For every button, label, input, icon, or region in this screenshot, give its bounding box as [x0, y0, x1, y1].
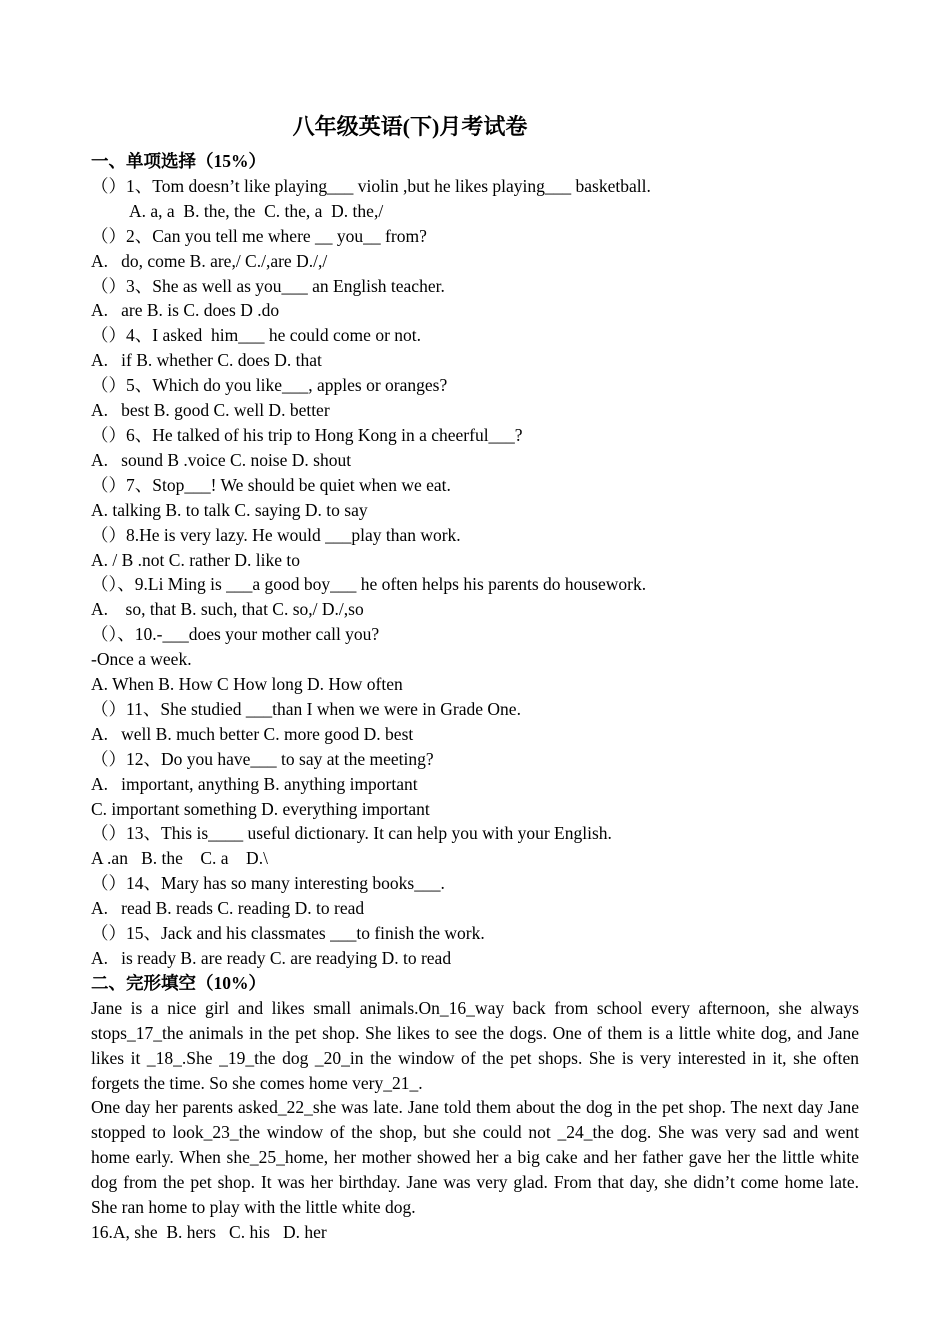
question-4: （）4、I asked him___ he could come or not. [91, 325, 422, 346]
question-15-options: A. is ready B. are ready C. are readying D. to read [91, 948, 452, 968]
question-5: （）5、Which do you like___, apples or oranges? [91, 375, 448, 396]
question-3: （）3、She as well as you___ an English teacher. [91, 275, 445, 296]
question-9-options: A. so, that B. such, that C. so,/ D./,so [91, 599, 364, 620]
cloze-paragraph-2: One day her parents asked_22_she was late. Jane told them about the dog in the pet shop. The next day Jane stopped to look_23_the window of the shop, but she could not _24_the dog. She was very sad and went home early. When she_25_home, her mother showed her a big cake and her father gave her the little white dog from the pet shop. It was her birthday. Jane was very glad. From that day, she didn’t come home late. She ran home to play with the little white dog. [91, 1097, 859, 1218]
question-12-options-cd: C. important something D. everything important [91, 798, 430, 819]
question-14: （）14、Mary has so many interesting books___. [91, 873, 445, 894]
question-13-options: A .an B. the C. a D.\ [91, 848, 268, 869]
question-2: （）2、Can you tell me where __ you__ from? [91, 225, 427, 246]
question-14-options: A. read B. reads C. reading D. to read [91, 898, 365, 919]
page-title: 八年级英语(下)月考试卷 [292, 114, 528, 139]
question-16-options: 16.A, she B. hers C. his D. her [91, 1221, 327, 1242]
cloze-paragraph-1: Jane is a nice girl and likes small animals.On_16_way back from school every afternoon, she always stops_17_the animals in the pet shop. She likes to see the dogs. One of them is a little white dog, and Jane likes it _18_.She _19_the dog _20_in the window of the pet shops. She is very interested in it, she often forgets the time. So she comes home very_21_. [91, 997, 859, 1093]
question-7-options: A. talking B. to talk C. saying D. to say [91, 499, 368, 520]
question-13: （）13、This is____ useful dictionary. It can help you with your English. [91, 823, 612, 844]
question-8-options: A. / B .not C. rather D. like to [91, 549, 301, 570]
question-10-options: A. When B. How C How long D. How often [91, 674, 403, 695]
section-2-heading: 二、完形填空（10%） [91, 972, 266, 993]
question-10: （）、10.-___does your mother call you? [91, 624, 380, 645]
section-1-heading: 一、单项选择（15%） [91, 151, 266, 171]
question-1-options: A. a, a B. the, the C. the, a D. the,/ [129, 200, 384, 221]
question-2-options: A. do, come B. are,/ C./,are D./,/ [91, 250, 328, 271]
question-6-options: A. sound B .voice C. noise D. shout [91, 449, 352, 470]
question-12: （）12、Do you have___ to say at the meeting? [91, 748, 434, 769]
question-4-options: A. if B. whether C. does D. that [91, 350, 322, 371]
question-11: （）11、She studied ___than I when we were in Grade One. [91, 698, 521, 719]
exam-content [91, 149, 859, 1245]
question-8: （）8.He is very lazy. He would ___play than work. [91, 524, 461, 545]
question-12-options-ab: A. important, anything B. anything important [91, 773, 418, 794]
question-15: （）15、Jack and his classmates ___to finish the work. [91, 923, 485, 944]
question-6: （）6、He talked of his trip to Hong Kong in a cheerful___? [91, 424, 523, 445]
question-5-options: A. best B. good C. well D. better [91, 400, 330, 421]
question-9: （）、9.Li Ming is ___a good boy___ he often helps his parents do housework. [91, 574, 647, 595]
question-3-options: A. are B. is C. does D .do [91, 300, 280, 321]
question-7: （）7、Stop___! We should be quiet when we eat. [91, 474, 451, 495]
question-10-dialog: -Once a week. [91, 649, 192, 670]
question-11-options: A. well B. much better C. more good D. best [91, 723, 414, 744]
question-1: （）1、Tom doesn’t like playing___ violin ,but he likes playing___ basketball. [91, 175, 651, 196]
